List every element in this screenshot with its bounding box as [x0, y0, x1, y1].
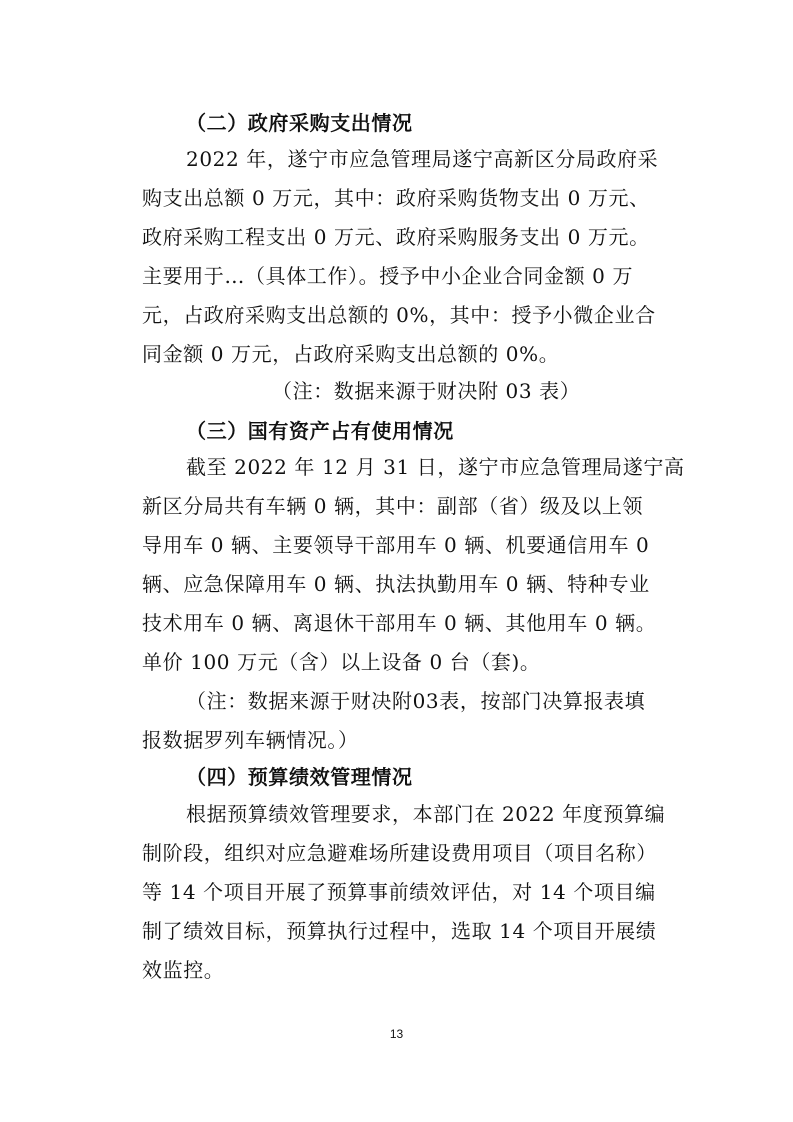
paragraph-line: 购支出总额 0 万元，其中：政府采购货物支出 0 万元、: [142, 186, 650, 210]
paragraph-line: 单价 100 万元（含）以上设备 0 台（套)。: [142, 650, 541, 674]
paragraph-line: 辆、应急保障用车 0 辆、执法执勤用车 0 辆、特种专业: [142, 572, 650, 596]
page-number: 13: [389, 1027, 404, 1041]
paragraph-line: 新区分局共有车辆 0 辆，其中：副部（省）级及以上领: [142, 494, 644, 518]
paragraph-line: 元，占政府采购支出总额的 0%，其中：授予小微企业合: [142, 303, 656, 327]
section-heading-state-assets: （三）国有资产占有使用情况: [186, 419, 454, 443]
paragraph-line: 导用车 0 辆、主要领导干部用车 0 辆、机要通信用车 0: [142, 533, 650, 557]
paragraph-line: 制阶段，组织对应急避难场所建设费用项目（项目名称）: [142, 841, 657, 865]
paragraph-line: 政府采购工程支出 0 万元、政府采购服务支出 0 万元。: [142, 225, 650, 249]
paragraph-line: 2022 年，遂宁市应急管理局遂宁高新区分局政府采: [186, 147, 659, 171]
paragraph-line: 根据预算绩效管理要求，本部门在 2022 年度预算编: [186, 802, 666, 826]
source-note: （注：数据来源于财决附 03 表）: [272, 379, 581, 403]
paragraph-line: 制了绩效目标，预算执行过程中，选取 14 个项目开展绩: [142, 919, 657, 943]
section-heading-budget-performance: （四）预算绩效管理情况: [186, 765, 413, 789]
paragraph-line: 技术用车 0 辆、离退休干部用车 0 辆、其他用车 0 辆。: [142, 611, 657, 635]
paragraph-line: 主要用于…（具体工作）。授予中小企业合同金额 0 万: [142, 264, 634, 288]
source-note: （注：数据来源于财决附03表，按部门决算报表填: [186, 689, 646, 713]
source-note: 报数据罗列车辆情况。）: [142, 728, 359, 752]
paragraph-line: 同金额 0 万元，占政府采购支出总额的 0%。: [142, 342, 560, 366]
paragraph-line: 等 14 个项目开展了预算事前绩效评估，对 14 个项目编: [142, 880, 656, 904]
section-heading-government-procurement: （二）政府采购支出情况: [186, 111, 413, 135]
paragraph-line: 效监控。: [142, 958, 225, 982]
paragraph-line: 截至 2022 年 12 月 31 日，遂宁市应急管理局遂宁高: [186, 455, 685, 479]
